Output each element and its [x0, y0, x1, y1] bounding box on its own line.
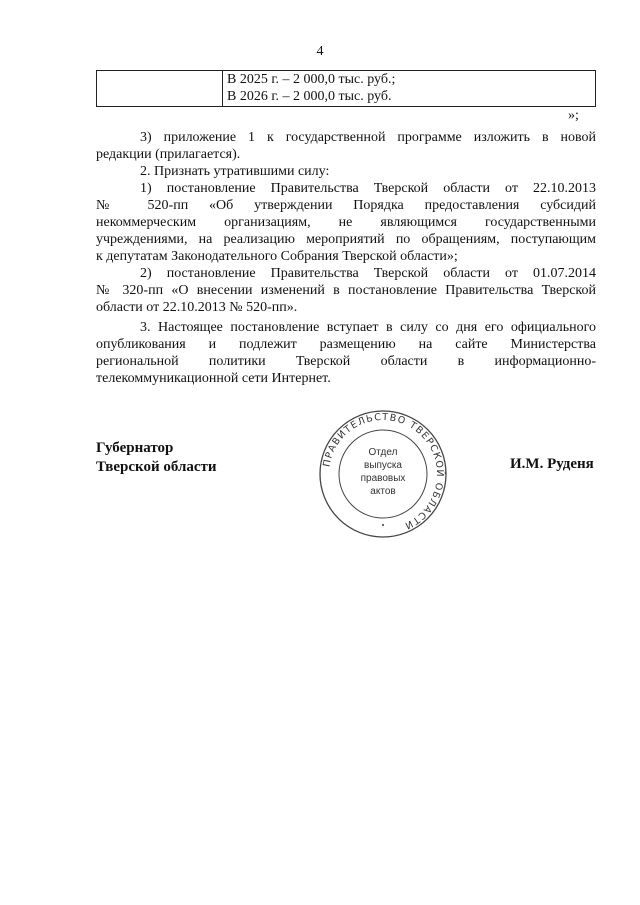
table-row — [97, 71, 596, 107]
text-line: № 520-пп «Об утверждении Порядка предоставления субсидий — [96, 198, 596, 213]
signer-name: И.М. Руденя — [510, 456, 594, 472]
page-number: 4 — [316, 44, 324, 59]
text-line: 3. Настоящее постановление вступает в силу со дня его официального — [140, 320, 596, 335]
seal-ring-text: ПРАВИТЕЛЬСТВО ТВЕРСКОЙ ОБЛАСТИ — [321, 411, 446, 532]
official-seal — [317, 408, 449, 540]
text-line: 2) постановление Правительства Тверской области от 01.07.2014 — [140, 266, 596, 281]
amount-2025: В 2025 г. – 2 000,0 тыс. руб.; — [227, 72, 396, 87]
text-line: региональной политики Тверской области в информационно- — [96, 354, 596, 369]
text-line: редакции (прилагается). — [96, 147, 241, 162]
text-line: 1) постановление Правительства Тверской области от 22.10.2013 — [140, 181, 596, 196]
paragraph-appendix — [96, 129, 596, 163]
closing-quote: »; — [568, 108, 579, 123]
paragraph-repeal-heading — [96, 163, 596, 180]
table-cell-empty — [97, 71, 223, 107]
text-line: 2. Признать утратившими силу: — [140, 164, 330, 179]
text-line: 3) приложение 1 к государственной программе изложить в новой — [140, 130, 596, 145]
svg-text:•: • — [381, 521, 385, 530]
budget-table — [96, 70, 596, 107]
paragraph-repeal-item-1 — [96, 180, 596, 265]
signer-title-line: Тверской области — [96, 459, 217, 475]
signer-title — [96, 439, 217, 477]
text-line: некоммерческим организациям, не являющимся государственными — [96, 215, 596, 230]
text-line: к депутатам Законодательного Собрания Тверской области»; — [96, 249, 458, 264]
text-line: телекоммуникационной сети Интернет. — [96, 371, 331, 386]
seal-line: актов — [370, 486, 396, 497]
paragraph-repeal-item-2 — [96, 265, 596, 316]
seal-center-text — [317, 446, 449, 498]
text-line: № 320-пп «О внесении изменений в постановление Правительства Тверской — [96, 283, 596, 298]
seal-line: Отдел — [368, 447, 398, 458]
seal-line: выпуска — [364, 460, 402, 471]
text-line: учреждениями, на реализацию мероприятий по обращениям, поступающим — [96, 232, 596, 247]
text-line: области от 22.10.2013 № 520-пп». — [96, 300, 298, 315]
signer-title-line: Губернатор — [96, 440, 174, 456]
text-line: опубликования и подлежит размещению на сайте Министерства — [96, 337, 596, 352]
seal-line: правовых — [360, 473, 406, 484]
table-cell-amounts — [223, 71, 596, 107]
amount-2026: В 2026 г. – 2 000,0 тыс. руб. — [227, 89, 392, 104]
paragraph-entry-into-force — [96, 319, 596, 387]
